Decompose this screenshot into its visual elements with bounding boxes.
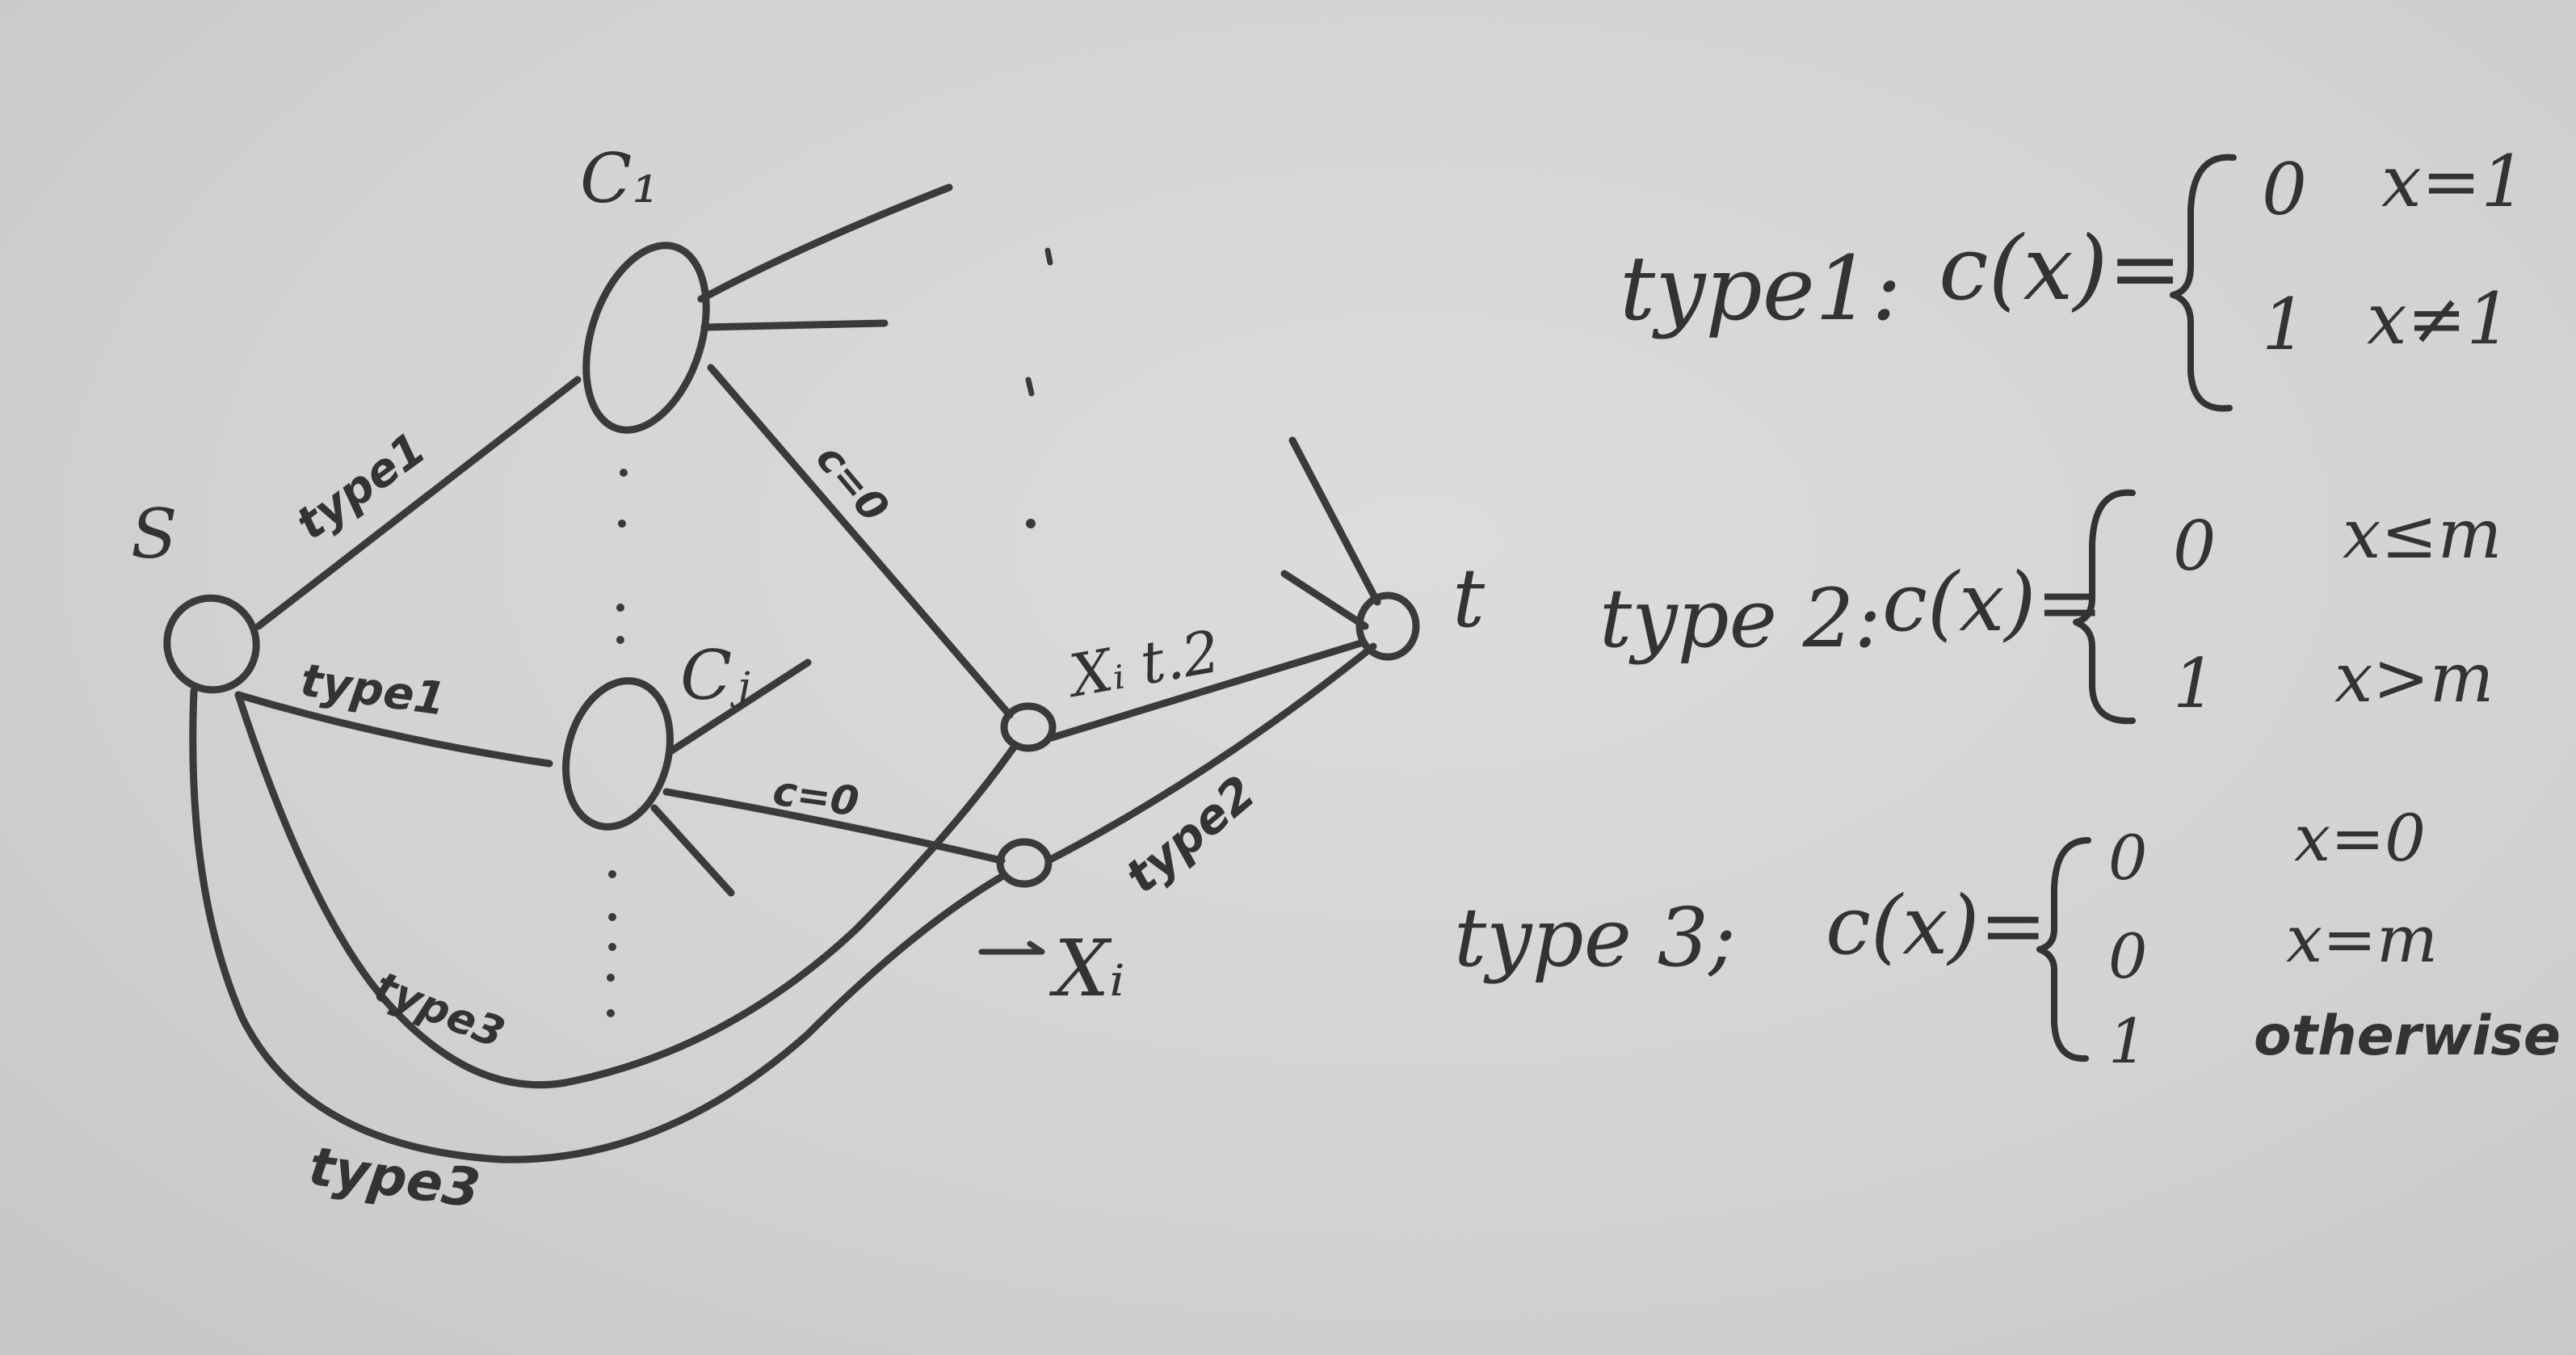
def-type2-case2-cond: x>m bbox=[2334, 638, 2494, 717]
label-edge-c1-x: c=0 bbox=[806, 435, 898, 532]
label-edge-cj-x: c=0 bbox=[770, 767, 862, 826]
definition-type2 bbox=[1599, 493, 2502, 723]
def-type2-case2-value: 1 bbox=[2173, 644, 2217, 723]
edge-s-x-outer bbox=[193, 691, 1002, 1159]
edge-c1-stub-1 bbox=[701, 187, 949, 299]
node-cj bbox=[550, 669, 685, 839]
arrow-to-xi bbox=[981, 944, 1042, 952]
edge-c1-stub-2 bbox=[704, 323, 885, 327]
label-edge-s-cj: type1 bbox=[297, 654, 449, 726]
label-node-c1: C₁ bbox=[580, 139, 659, 218]
ellipsis-top-middle bbox=[1026, 250, 1050, 528]
def-type3-brace bbox=[2040, 840, 2088, 1058]
def-type3-label: type 3; bbox=[1454, 890, 1736, 985]
ellipsis-between-c bbox=[616, 469, 628, 644]
def-type3-case1-cond: x=0 bbox=[2294, 801, 2427, 876]
edge-t-stub-2 bbox=[1284, 574, 1365, 626]
def-type3-case3-cond: otherwise bbox=[2254, 1004, 2561, 1068]
def-type2-func: c(x)= bbox=[1882, 555, 2104, 650]
edge-c1-x bbox=[711, 368, 1010, 715]
def-type1-func: c(x)= bbox=[1939, 217, 2183, 320]
label-edge-x2-t: type2 bbox=[1115, 764, 1267, 904]
label-node-xi: Xᵢ bbox=[1054, 924, 1125, 1014]
def-type2-case1-cond: x≤m bbox=[2343, 494, 2502, 574]
node-x-lower bbox=[1000, 842, 1048, 884]
def-type3-case3-value: 1 bbox=[2108, 1005, 2148, 1077]
node-s bbox=[154, 586, 269, 703]
def-type3-case2-value: 0 bbox=[2108, 920, 2148, 992]
def-type1-case2-cond: x≠1 bbox=[2367, 277, 2512, 360]
edge-t-stub-1 bbox=[1292, 440, 1377, 602]
label-edge-s-x-outer: type3 bbox=[305, 1134, 484, 1221]
def-type1-label: type1: bbox=[1620, 237, 1902, 340]
label-edge-s-c1: type1 bbox=[287, 422, 436, 551]
def-type1-case1-value: 0 bbox=[2262, 148, 2307, 231]
def-type2-case1-value: 0 bbox=[2173, 507, 2217, 586]
label-edge-x-t: Xᵢ t.2 bbox=[1065, 616, 1225, 710]
edge-s-x-inner bbox=[238, 695, 1014, 1085]
definition-type3 bbox=[1454, 801, 2561, 1077]
node-c1 bbox=[565, 230, 728, 445]
def-type1-case2-value: 1 bbox=[2262, 283, 2307, 366]
label-edge-s-x-inner: type3 bbox=[368, 962, 511, 1058]
def-type3-case1-value: 0 bbox=[2108, 822, 2148, 894]
label-node-cj: Cⱼ bbox=[680, 636, 750, 715]
edge-cj-stub-2 bbox=[654, 808, 731, 893]
ellipsis-below-cj bbox=[607, 870, 616, 1017]
def-type1-case1-cond: x=1 bbox=[2381, 140, 2527, 223]
def-type3-func: c(x)= bbox=[1826, 878, 2048, 973]
label-node-t: t bbox=[1452, 551, 1486, 646]
definition-type1 bbox=[1620, 140, 2526, 408]
label-node-s: S bbox=[131, 494, 178, 574]
def-type2-label: type 2: bbox=[1599, 571, 1881, 666]
def-type3-case2-cond: x=m bbox=[2286, 902, 2439, 977]
